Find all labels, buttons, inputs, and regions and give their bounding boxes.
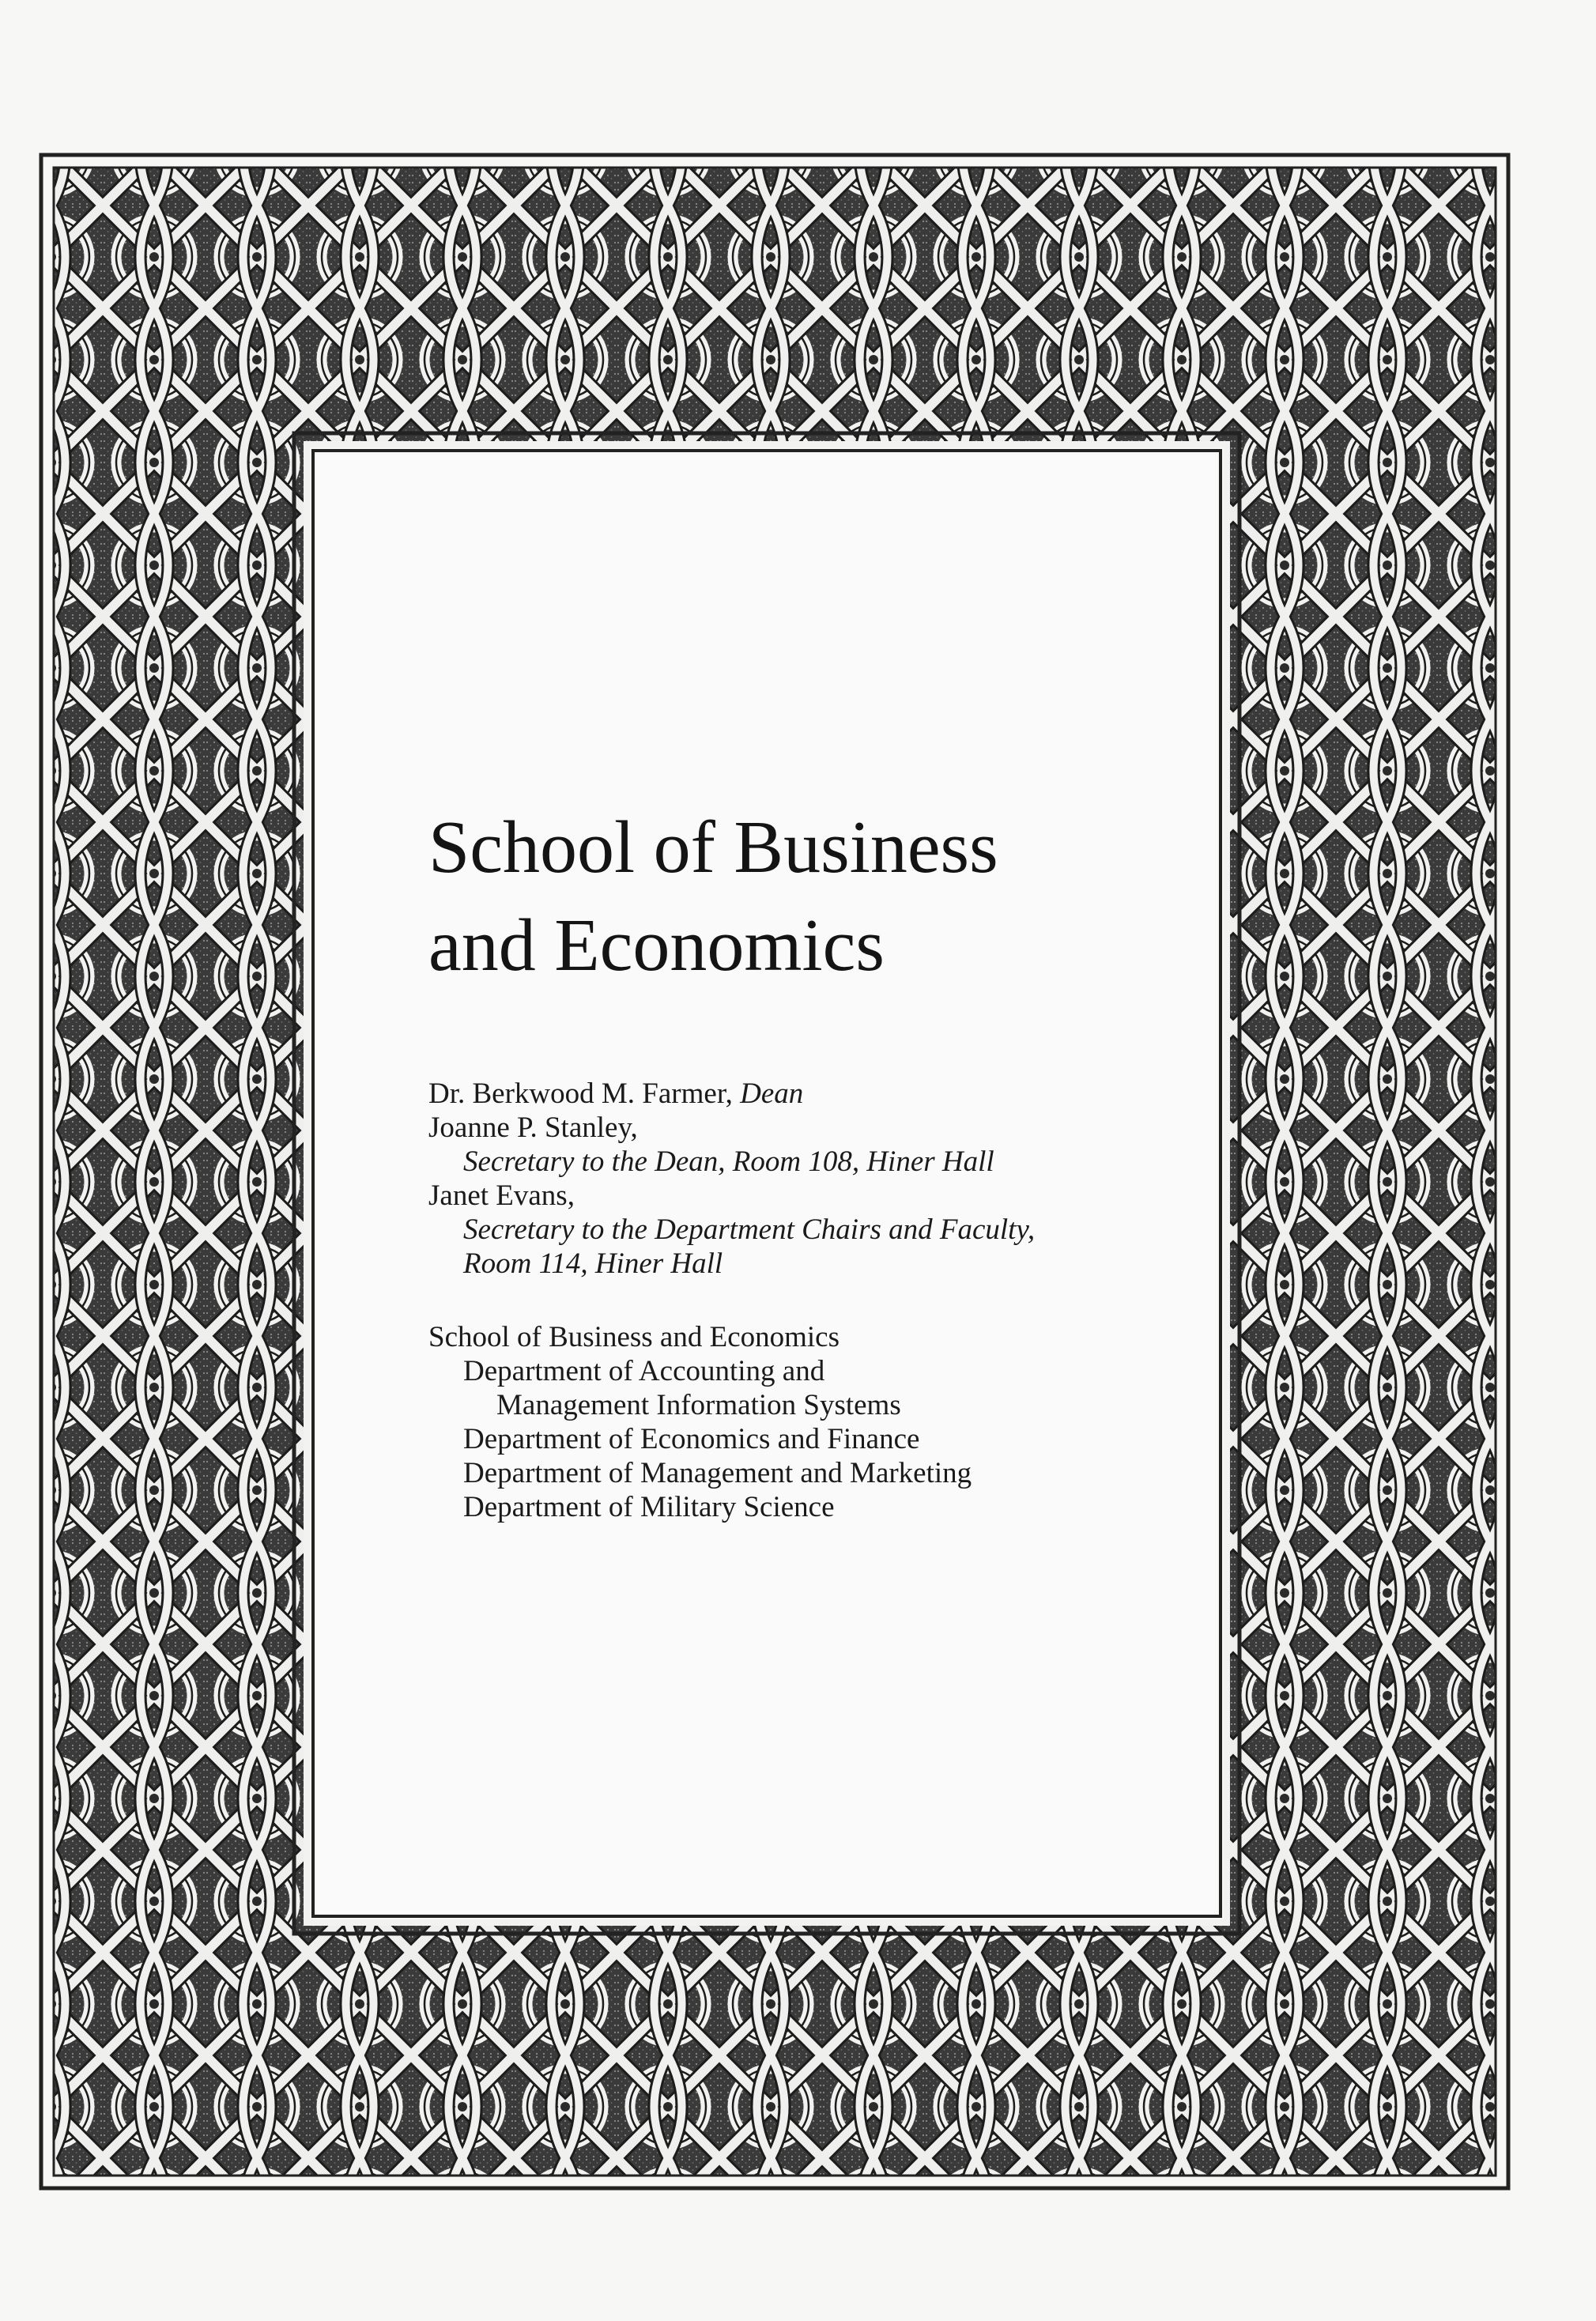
department-item: Department of Accounting and: [463, 1355, 825, 1387]
title-line-2: and Economics: [428, 904, 885, 987]
department-item: Management Information Systems: [496, 1389, 901, 1421]
dean-role: Dean: [740, 1077, 804, 1110]
secretary2-name: Janet Evans,: [428, 1179, 575, 1212]
dean-entry: [428, 1077, 1187, 1111]
staff-directory: [428, 1077, 1187, 1281]
page-title: [428, 798, 1187, 994]
dean-name: Dr. Berkwood M. Farmer,: [428, 1077, 741, 1110]
department-item: Department of Management and Marketing: [463, 1457, 972, 1489]
secretary2-role-line-1: Secretary to the Department Chairs and Faculty,: [463, 1213, 1036, 1246]
secretary2-role-line-2: Room 114, Hiner Hall: [463, 1247, 723, 1280]
department-item: Department of Economics and Finance: [463, 1423, 920, 1455]
department-item: Department of Military Science: [463, 1491, 835, 1523]
units-heading: School of Business and Economics: [428, 1321, 840, 1353]
title-line-1: School of Business: [428, 806, 998, 889]
secretary1-role: Secretary to the Dean, Room 108, Hiner Hall: [463, 1145, 994, 1178]
units-list: [428, 1320, 1187, 1524]
secretary1-name: Joanne P. Stanley,: [428, 1111, 638, 1144]
